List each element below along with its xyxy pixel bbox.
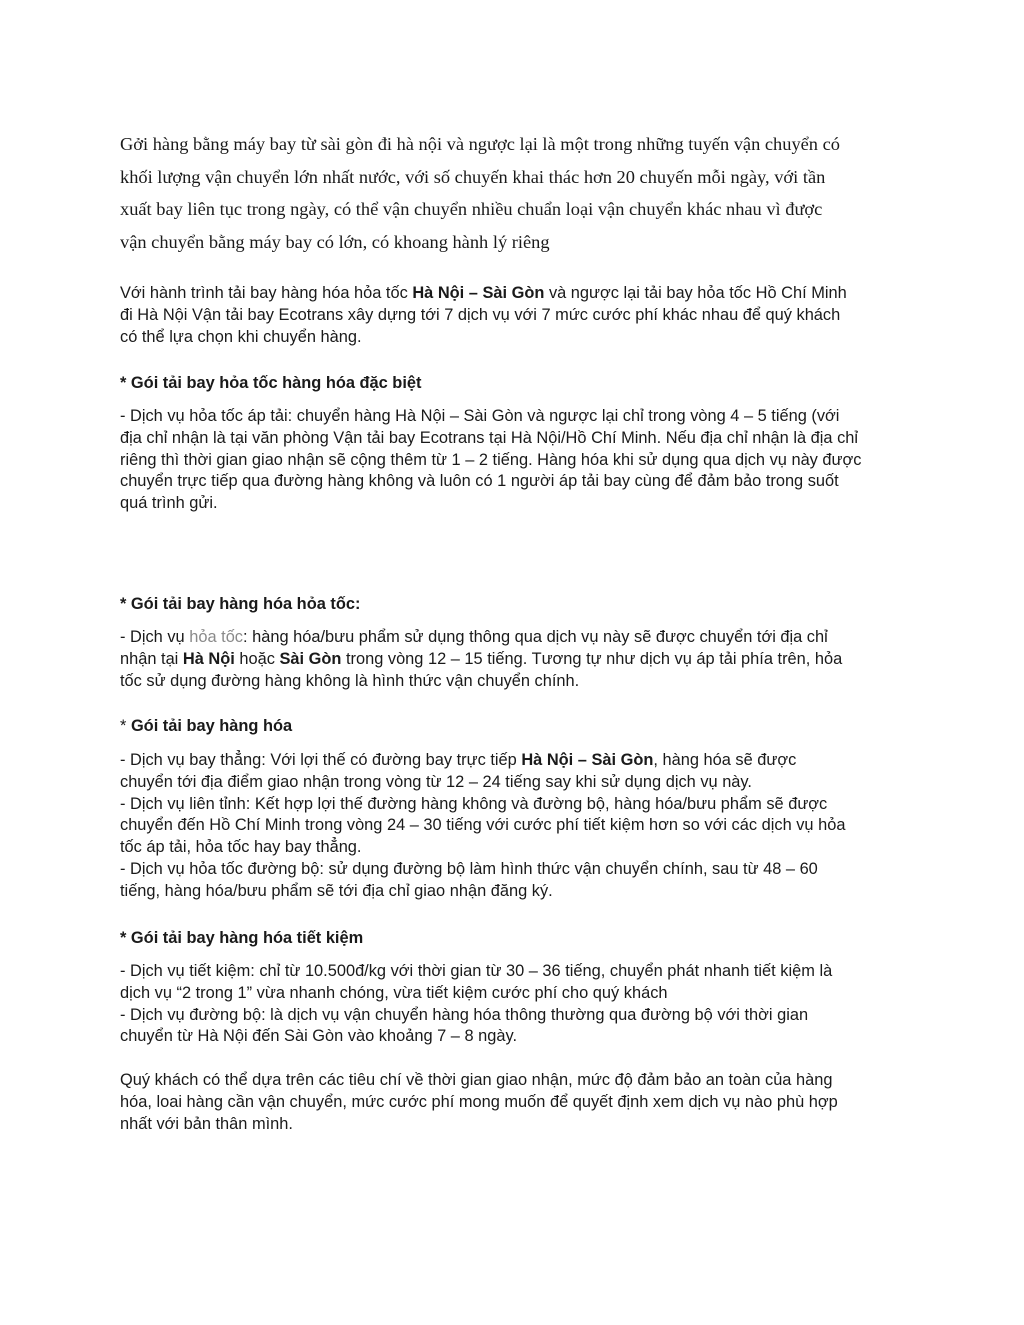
paragraph-line: tốc áp tải, hỏa tốc hay bay thẳng. xyxy=(120,838,362,857)
text-run: - Dịch vụ xyxy=(120,628,190,646)
paragraph-line: - Dịch vụ hỏa tốc đường bộ: sử dụng đường bộ làm hình thức vận chuyển chính, sau từ 48 – 60 xyxy=(120,859,818,878)
paragraph-line: riêng thì thời gian giao nhận sẽ cộng thêm từ 1 – 2 tiếng. Hàng hóa khi sử dụng qua dịch vụ này được xyxy=(120,450,862,469)
paragraph-line: tiếng, hàng hóa/bưu phẩm sẽ tới địa chỉ giao nhận đăng ký. xyxy=(120,881,553,900)
express-link[interactable]: hỏa tốc xyxy=(189,628,244,646)
section-heading-economy: * Gói tải bay hàng hóa tiết kiệm xyxy=(120,929,364,947)
paragraph-line: tốc sử dụng đường hàng không là hình thức vận chuyển chính. xyxy=(120,671,580,690)
paragraph-line: chuyển đến Hồ Chí Minh trong vòng 24 – 30 tiếng với cước phí tiết kiệm hơn so với các dịch vụ hỏa xyxy=(120,816,846,835)
paragraph-line: dịch vụ “2 trong 1” vừa nhanh chóng, vừa tiết kiệm cước phí cho quý khách xyxy=(120,983,668,1002)
paragraph-line: - Dịch vụ liên tỉnh: Kết hợp lợi thế đường hàng không và đường bộ, hàng hóa/bưu phẩm sẽ được xyxy=(120,794,828,813)
city-name-bold: Sài Gòn xyxy=(279,649,342,668)
text-run: : hàng hóa/bưu phẩm sử dụng thông qua dịch vụ này sẽ được chuyển tới địa chỉ xyxy=(243,628,828,646)
text-run: - Dịch vụ bay thẳng: Với lợi thế có đường bay trực tiếp xyxy=(120,751,522,769)
paragraph-line: đi Hà Nội Vận tải bay Ecotrans xây dựng tới 7 dịch vụ với 7 mức cước phí khác nhau để quý khách xyxy=(120,305,841,324)
heading-bullet: * xyxy=(120,717,131,735)
paragraph-line xyxy=(120,649,910,671)
section-heading-express: * Gói tải bay hàng hóa hỏa tốc: xyxy=(120,595,361,613)
paragraph-line: chuyển trực tiếp qua đường hàng không và luôn có 1 người áp tải bay cùng để đảm bảo trong suốt xyxy=(120,472,839,491)
section-body-express xyxy=(120,627,910,692)
text-run: nhận tại xyxy=(120,649,183,668)
section-body-economy xyxy=(120,961,910,1048)
text-run: hoặc xyxy=(234,649,280,668)
paragraph-line: nhất với bản thân mình. xyxy=(120,1114,293,1133)
section-heading-cargo xyxy=(120,716,910,738)
heading-text: Gói tải bay hàng hóa xyxy=(130,717,293,735)
paragraph-line: có thể lựa chọn khi chuyển hàng. xyxy=(120,327,362,346)
intro-line: vận chuyển bằng máy bay có lớn, có khoang hành lý riêng xyxy=(120,231,550,252)
route-name-bold: Hà Nội – Sài Gòn xyxy=(521,751,654,769)
city-name-bold: Hà Nội xyxy=(182,649,235,668)
paragraph-line: chuyển từ Hà Nội đến Sài Gòn vào khoảng 7 – 8 ngày. xyxy=(120,1027,518,1046)
intro-line: khối lượng vận chuyển lớn nhất nước, với số chuyến khai thác hơn 20 chuyến mỗi ngày, với tần xyxy=(120,166,826,187)
text-run: Với hành trình tải bay hàng hóa hỏa tốc xyxy=(120,284,413,302)
paragraph-line: hóa, loai hàng cần vận chuyển, mức cước phí mong muốn để quyết định xem dịch vụ nào phù hợp xyxy=(120,1092,838,1111)
paragraph-line xyxy=(120,283,910,305)
section-heading-special-express: * Gói tải bay hỏa tốc hàng hóa đặc biệt xyxy=(120,374,422,392)
route-overview-paragraph xyxy=(120,283,910,348)
text-run: và ngược lại tải bay hỏa tốc Hồ Chí Minh xyxy=(544,284,847,302)
paragraph-line: Quý khách có thể dựa trên các tiêu chí về thời gian giao nhận, mức độ đảm bảo an toàn của hàng xyxy=(120,1071,833,1089)
section-body-cargo xyxy=(120,750,910,903)
intro-line: Gởi hàng bằng máy bay từ sài gòn đi hà nội và ngược lại là một trong những tuyến vận chuyển có xyxy=(120,134,840,154)
paragraph-line: địa chỉ nhận là tại văn phòng Vận tải bay Ecotrans tại Hà Nội/Hồ Chí Minh. Nếu địa chỉ nhận là địa chỉ xyxy=(120,428,859,447)
route-name-bold: Hà Nội – Sài Gòn xyxy=(412,284,545,302)
intro-line: xuất bay liên tục trong ngày, có thể vận chuyển nhiều chuẩn loại vận chuyển khác nhau vì được xyxy=(120,199,823,219)
section-body-special-express xyxy=(120,406,910,515)
paragraph-line xyxy=(120,627,910,649)
paragraph-line: - Dịch vụ tiết kiệm: chỉ từ 10.500đ/kg với thời gian từ 30 – 36 tiếng, chuyển phát nhanh tiết kiệm là xyxy=(120,962,833,980)
closing-paragraph xyxy=(120,1070,910,1135)
text-run: , hàng hóa sẽ được xyxy=(653,751,797,769)
paragraph-line: - Dịch vụ đường bộ: là dịch vụ vận chuyển hàng hóa thông thường qua đường bộ với thời gian xyxy=(120,1005,809,1024)
intro-paragraph xyxy=(120,128,910,258)
paragraph-line: chuyển tới địa điểm giao nhận trong vòng từ 12 – 24 tiếng say khi sử dụng dịch vụ này. xyxy=(120,772,752,791)
paragraph-line: - Dịch vụ hỏa tốc áp tải: chuyển hàng Hà Nội – Sài Gòn và ngược lại chỉ trong vòng 4 – 5 tiếng (với xyxy=(120,407,840,425)
paragraph-line xyxy=(120,750,910,772)
text-run: trong vòng 12 – 15 tiếng. Tương tự như dịch vụ áp tải phía trên, hỏa xyxy=(341,649,843,668)
paragraph-line: quá trình gửi. xyxy=(120,494,218,513)
